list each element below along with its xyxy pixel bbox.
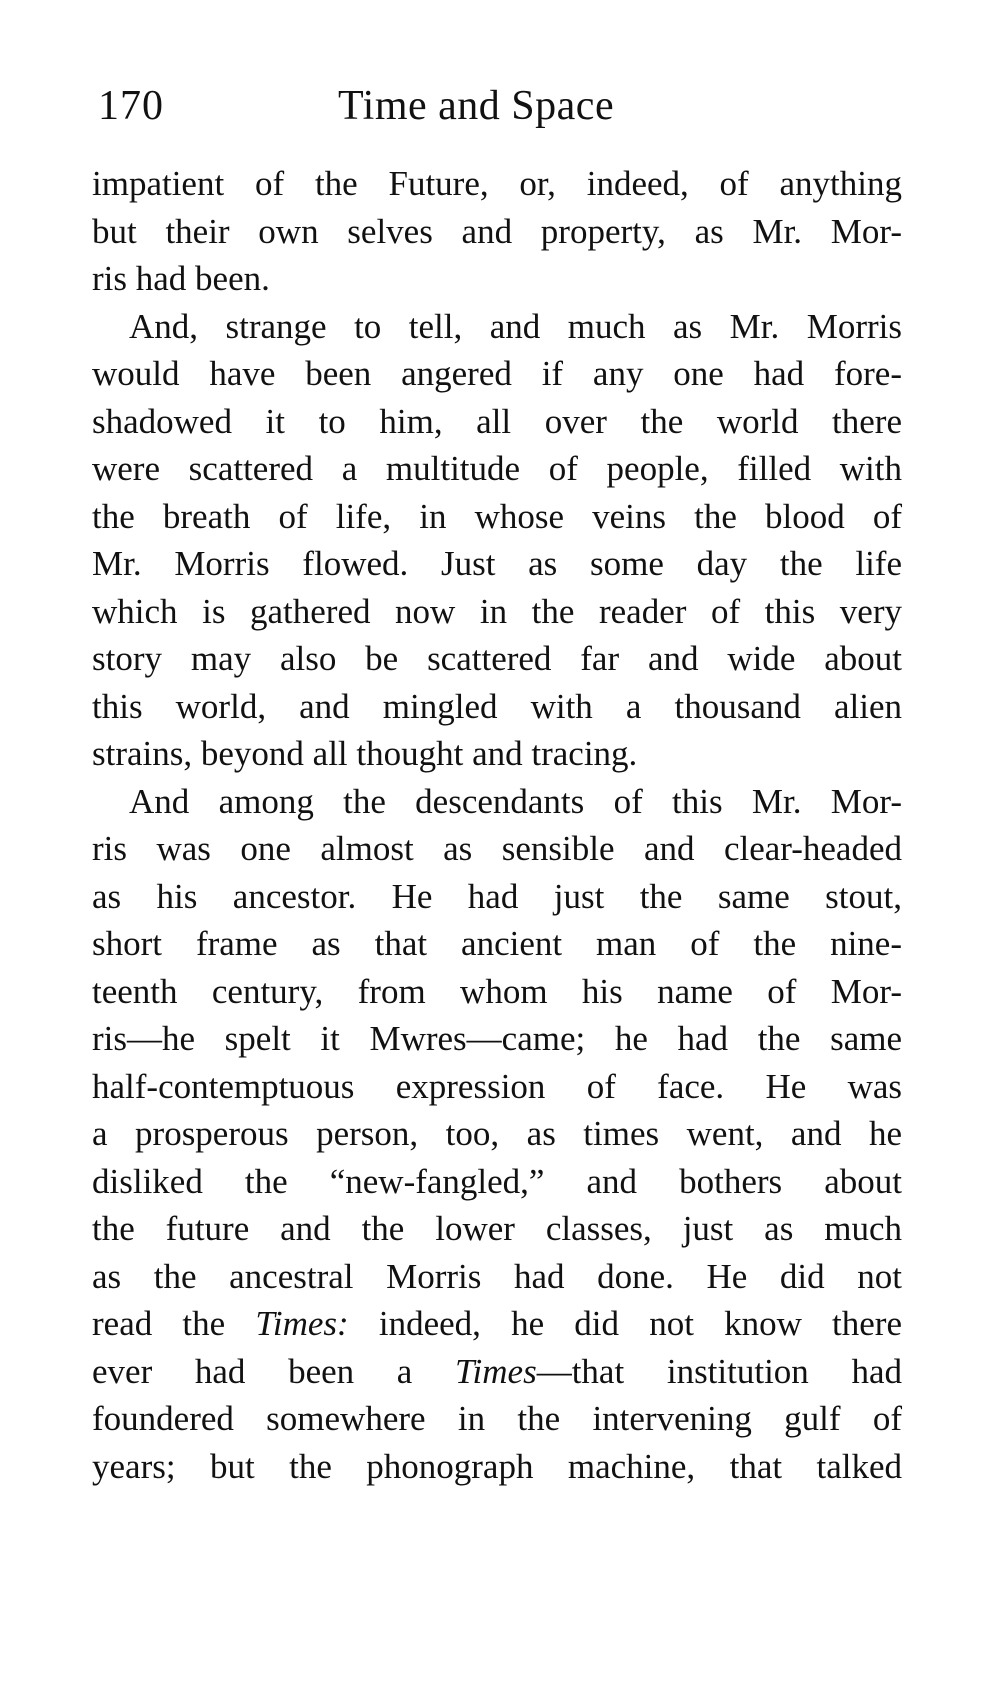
- text-line: were scattered a multitude of people, filled with: [92, 449, 902, 488]
- running-title: Time and Space: [338, 83, 615, 129]
- page-header: [88, 76, 908, 136]
- text-line: shadowed it to him, all over the world there: [92, 401, 902, 441]
- text-line: teenth century, from whom his name of Mor-: [92, 971, 902, 1011]
- text-line: ever had been a Times—that institution had: [92, 1351, 902, 1391]
- text-line: as his ancestor. He had just the same stout,: [92, 876, 902, 916]
- text-line: Mr. Morris flowed. Just as some day the life: [92, 544, 902, 583]
- text-line: foundered somewhere in the intervening gulf of: [92, 1399, 902, 1438]
- text-line: but their own selves and property, as Mr. Mor-: [92, 211, 902, 251]
- text-line: ris was one almost as sensible and clear-headed: [92, 829, 902, 868]
- text-line: years; but the phonograph machine, that talked: [92, 1446, 902, 1486]
- text-line: disliked the “new-fangled,” and bothers about: [92, 1161, 902, 1201]
- text-line: half-contemptuous expression of face. He was: [92, 1066, 902, 1106]
- text-line: as the ancestral Morris had done. He did not: [92, 1256, 902, 1296]
- text-line: the future and the lower classes, just as much: [92, 1209, 902, 1248]
- body-text: [92, 160, 902, 1490]
- italic-title: Times: [455, 1351, 537, 1391]
- text-line: ris had been.: [92, 259, 270, 298]
- text-line: would have been angered if any one had fore-: [92, 354, 902, 393]
- text-line: And, strange to tell, and much as Mr. Morris: [129, 306, 902, 346]
- text-line: the breath of life, in whose veins the blood of: [92, 496, 902, 536]
- text-line: story may also be scattered far and wide about: [92, 639, 902, 678]
- text-line: which is gathered now in the reader of this very: [92, 591, 902, 631]
- text-line: read the Times: indeed, he did not know there: [92, 1304, 902, 1343]
- page-number: 170: [98, 83, 164, 129]
- text-line: a prosperous person, too, as times went, and he: [92, 1114, 902, 1153]
- text-line: And among the descendants of this Mr. Mor-: [129, 781, 902, 821]
- text-line: short frame as that ancient man of the nine-: [92, 924, 902, 963]
- text-line: impatient of the Future, or, indeed, of anything: [92, 164, 902, 203]
- text-line: this world, and mingled with a thousand alien: [92, 686, 902, 726]
- text-line: ris—he spelt it Mwres—came; he had the same: [92, 1019, 902, 1058]
- text-line: strains, beyond all thought and tracing.: [92, 734, 638, 773]
- italic-title: Times:: [255, 1304, 349, 1343]
